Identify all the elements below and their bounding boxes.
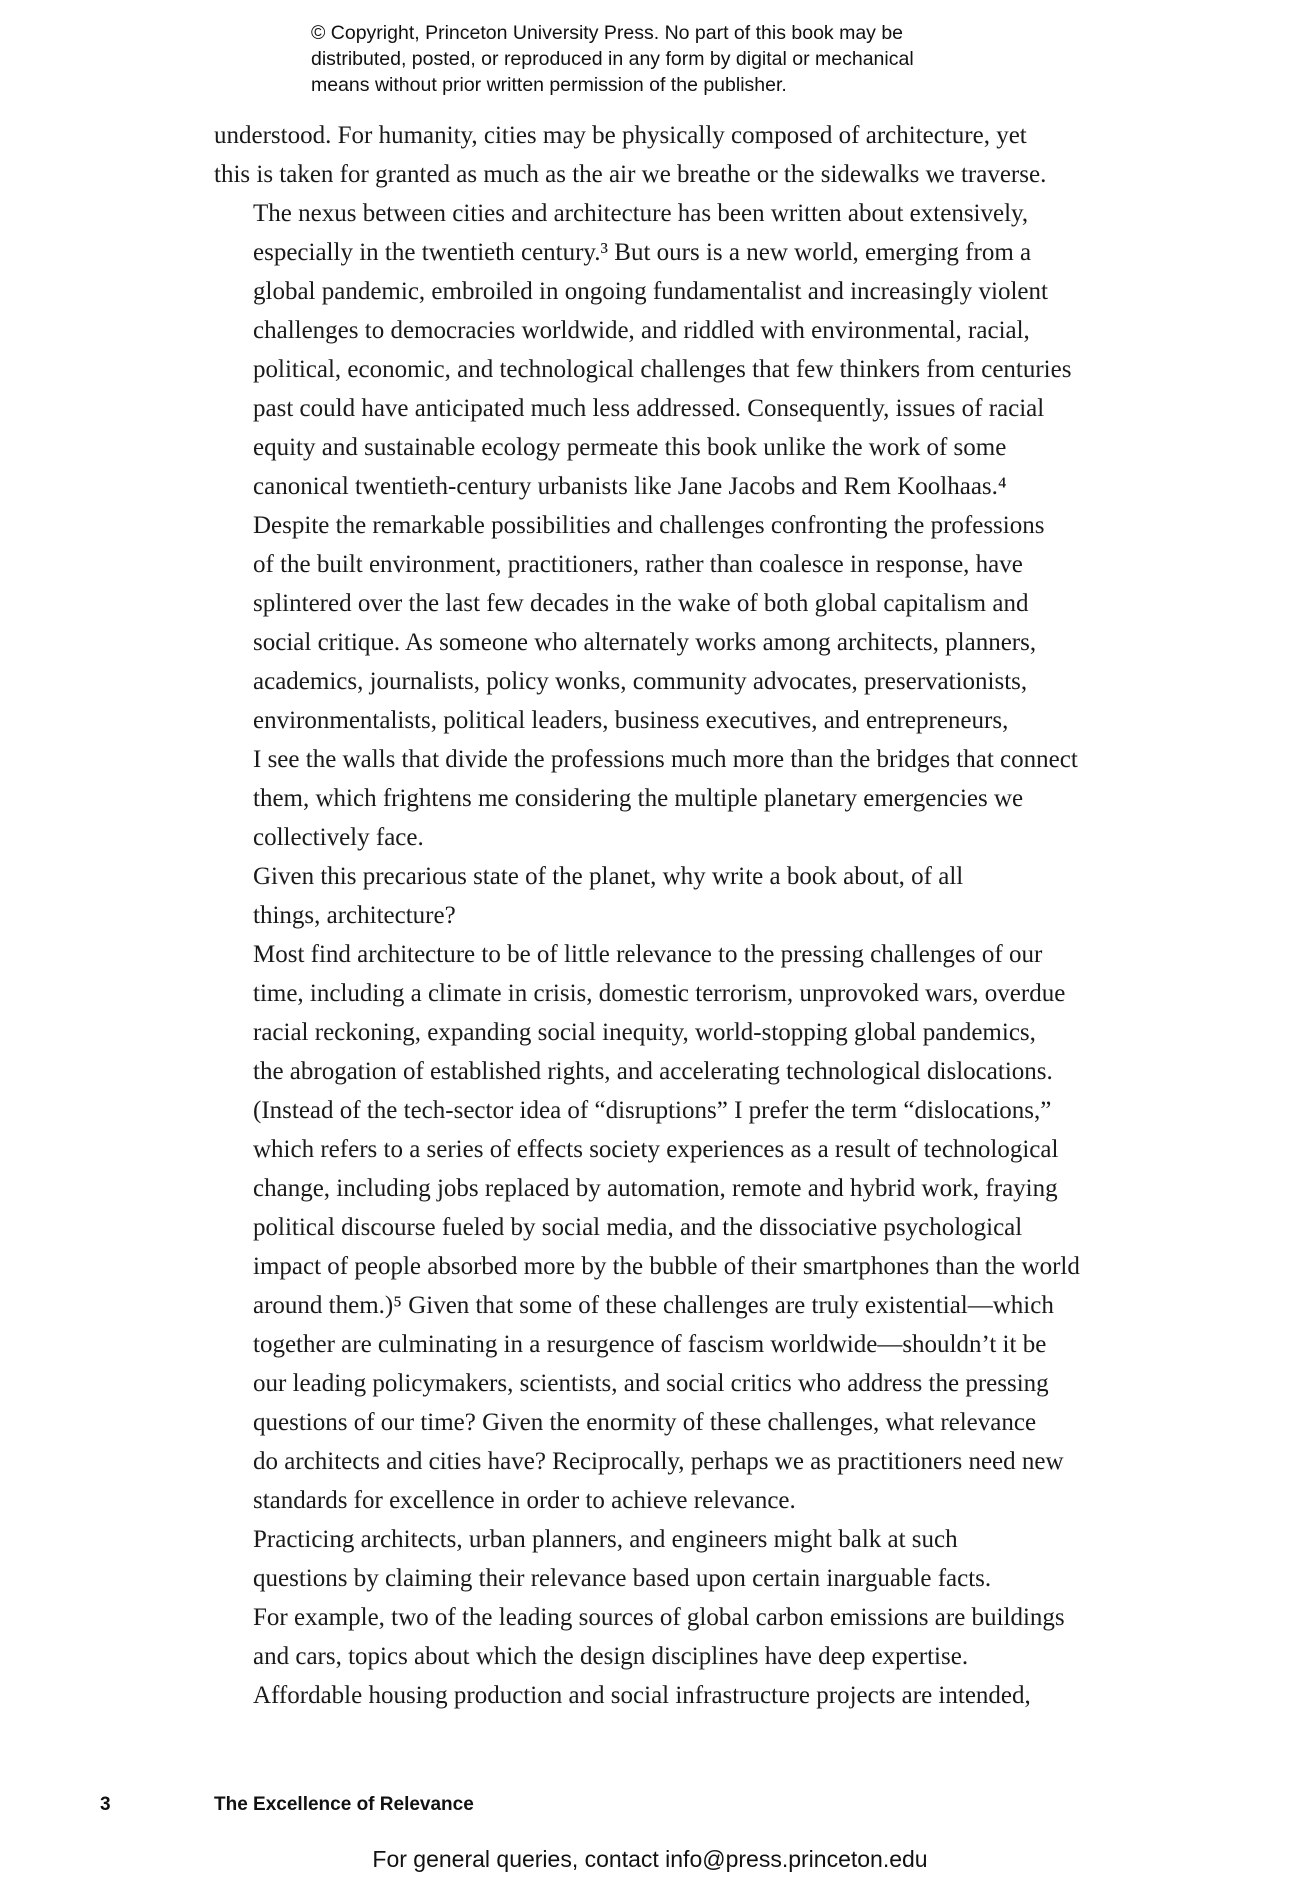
text-line: Despite the remarkable possibilities and challenges confronting the professions (253, 512, 1045, 539)
text-line: environmentalists, political leaders, business executives, and entrepreneurs, (253, 707, 1009, 734)
text-line: splintered over the last few decades in the wake of both global capitalism and (253, 590, 1029, 617)
copyright-line: distributed, posted, or reproduced in any form by digital or mechanical (311, 48, 914, 70)
text-line: Practicing architects, urban planners, and engineers might balk at such (253, 1526, 958, 1553)
text-line: understood. For humanity, cities may be physically composed of architecture, yet (214, 122, 1027, 149)
text-line: together are culminating in a resurgence of fascism worldwide—shouldn’t it be (253, 1331, 1047, 1358)
contact-footer: For general queries, contact info@press.princeton.edu (372, 1846, 928, 1872)
text-line: past could have anticipated much less addressed. Consequently, issues of racial (253, 395, 1045, 422)
text-line: around them.)⁵ Given that some of these challenges are truly existential—which (253, 1292, 1054, 1319)
text-line: Most find architecture to be of little relevance to the pressing challenges of our (253, 941, 1043, 968)
body-text (214, 116, 1134, 1715)
text-line: canonical twentieth-century urbanists like Jane Jacobs and Rem Koolhaas.⁴ (253, 473, 1007, 500)
text-line: (Instead of the tech-sector idea of “disruptions” I prefer the term “dislocations,” (253, 1097, 1052, 1124)
text-line: Given this precarious state of the planet, why write a book about, of all (253, 863, 964, 890)
text-line: political discourse fueled by social media, and the dissociative psychological (253, 1214, 1023, 1241)
text-line: For example, two of the leading sources of global carbon emissions are buildings (253, 1604, 1065, 1631)
page-number: 3 (100, 1794, 111, 1815)
copyright-line: © Copyright, Princeton University Press. No part of this book may be (311, 22, 904, 44)
paragraph (214, 857, 1134, 935)
text-line: do architects and cities have? Reciprocally, perhaps we as practitioners need new (253, 1448, 1064, 1475)
text-line: global pandemic, embroiled in ongoing fundamentalist and increasingly violent (253, 278, 1048, 305)
text-line: racial reckoning, expanding social inequity, world-stopping global pandemics, (253, 1019, 1036, 1046)
text-line: especially in the twentieth century.³ But ours is a new world, emerging from a (253, 239, 1032, 266)
text-line: them, which frightens me considering the multiple planetary emergencies we (253, 785, 1024, 812)
text-line: which refers to a series of effects society experiences as a result of technological (253, 1136, 1059, 1163)
text-line: standards for excellence in order to achieve relevance. (253, 1487, 796, 1514)
paragraph (214, 116, 1134, 194)
text-line: time, including a climate in crisis, domestic terrorism, unprovoked wars, overdue (253, 980, 1066, 1007)
copyright-line: means without prior written permission of the publisher. (311, 74, 787, 96)
text-line: this is taken for granted as much as the air we breathe or the sidewalks we traverse. (214, 161, 1047, 188)
text-line: our leading policymakers, scientists, and social critics who address the pressing (253, 1370, 1049, 1397)
text-line: impact of people absorbed more by the bubble of their smartphones than the world (253, 1253, 1080, 1280)
text-line: collectively face. (253, 824, 424, 851)
text-line: I see the walls that divide the professions much more than the bridges that connect (253, 746, 1078, 773)
text-line: Affordable housing production and social infrastructure projects are intended, (253, 1682, 1031, 1709)
text-line: and cars, topics about which the design disciplines have deep expertise. (253, 1643, 969, 1670)
text-line: challenges to democracies worldwide, and riddled with environmental, racial, (253, 317, 1030, 344)
text-line: the abrogation of established rights, and accelerating technological dislocations. (253, 1058, 1053, 1085)
text-line: equity and sustainable ecology permeate this book unlike the work of some (253, 434, 1007, 461)
text-line: questions of our time? Given the enormity of these challenges, what relevance (253, 1409, 1037, 1436)
text-line: things, architecture? (253, 902, 456, 929)
text-line: questions by claiming their relevance based upon certain inarguable facts. (253, 1565, 992, 1592)
paragraph (214, 506, 1134, 857)
text-line: of the built environment, practitioners, rather than coalesce in response, have (253, 551, 1023, 578)
paragraph (214, 1520, 1134, 1715)
text-line: change, including jobs replaced by automation, remote and hybrid work, fraying (253, 1175, 1058, 1202)
text-line: social critique. As someone who alternately works among architects, planners, (253, 629, 1037, 656)
running-title: The Excellence of Relevance (214, 1794, 474, 1815)
paragraph (214, 935, 1134, 1520)
text-line: The nexus between cities and architecture has been written about extensively, (253, 200, 1029, 227)
copyright-notice (311, 20, 1071, 98)
paragraph (214, 194, 1134, 506)
text-line: political, economic, and technological challenges that few thinkers from centuries (253, 356, 1072, 383)
text-line: academics, journalists, policy wonks, community advocates, preservationists, (253, 668, 1028, 695)
